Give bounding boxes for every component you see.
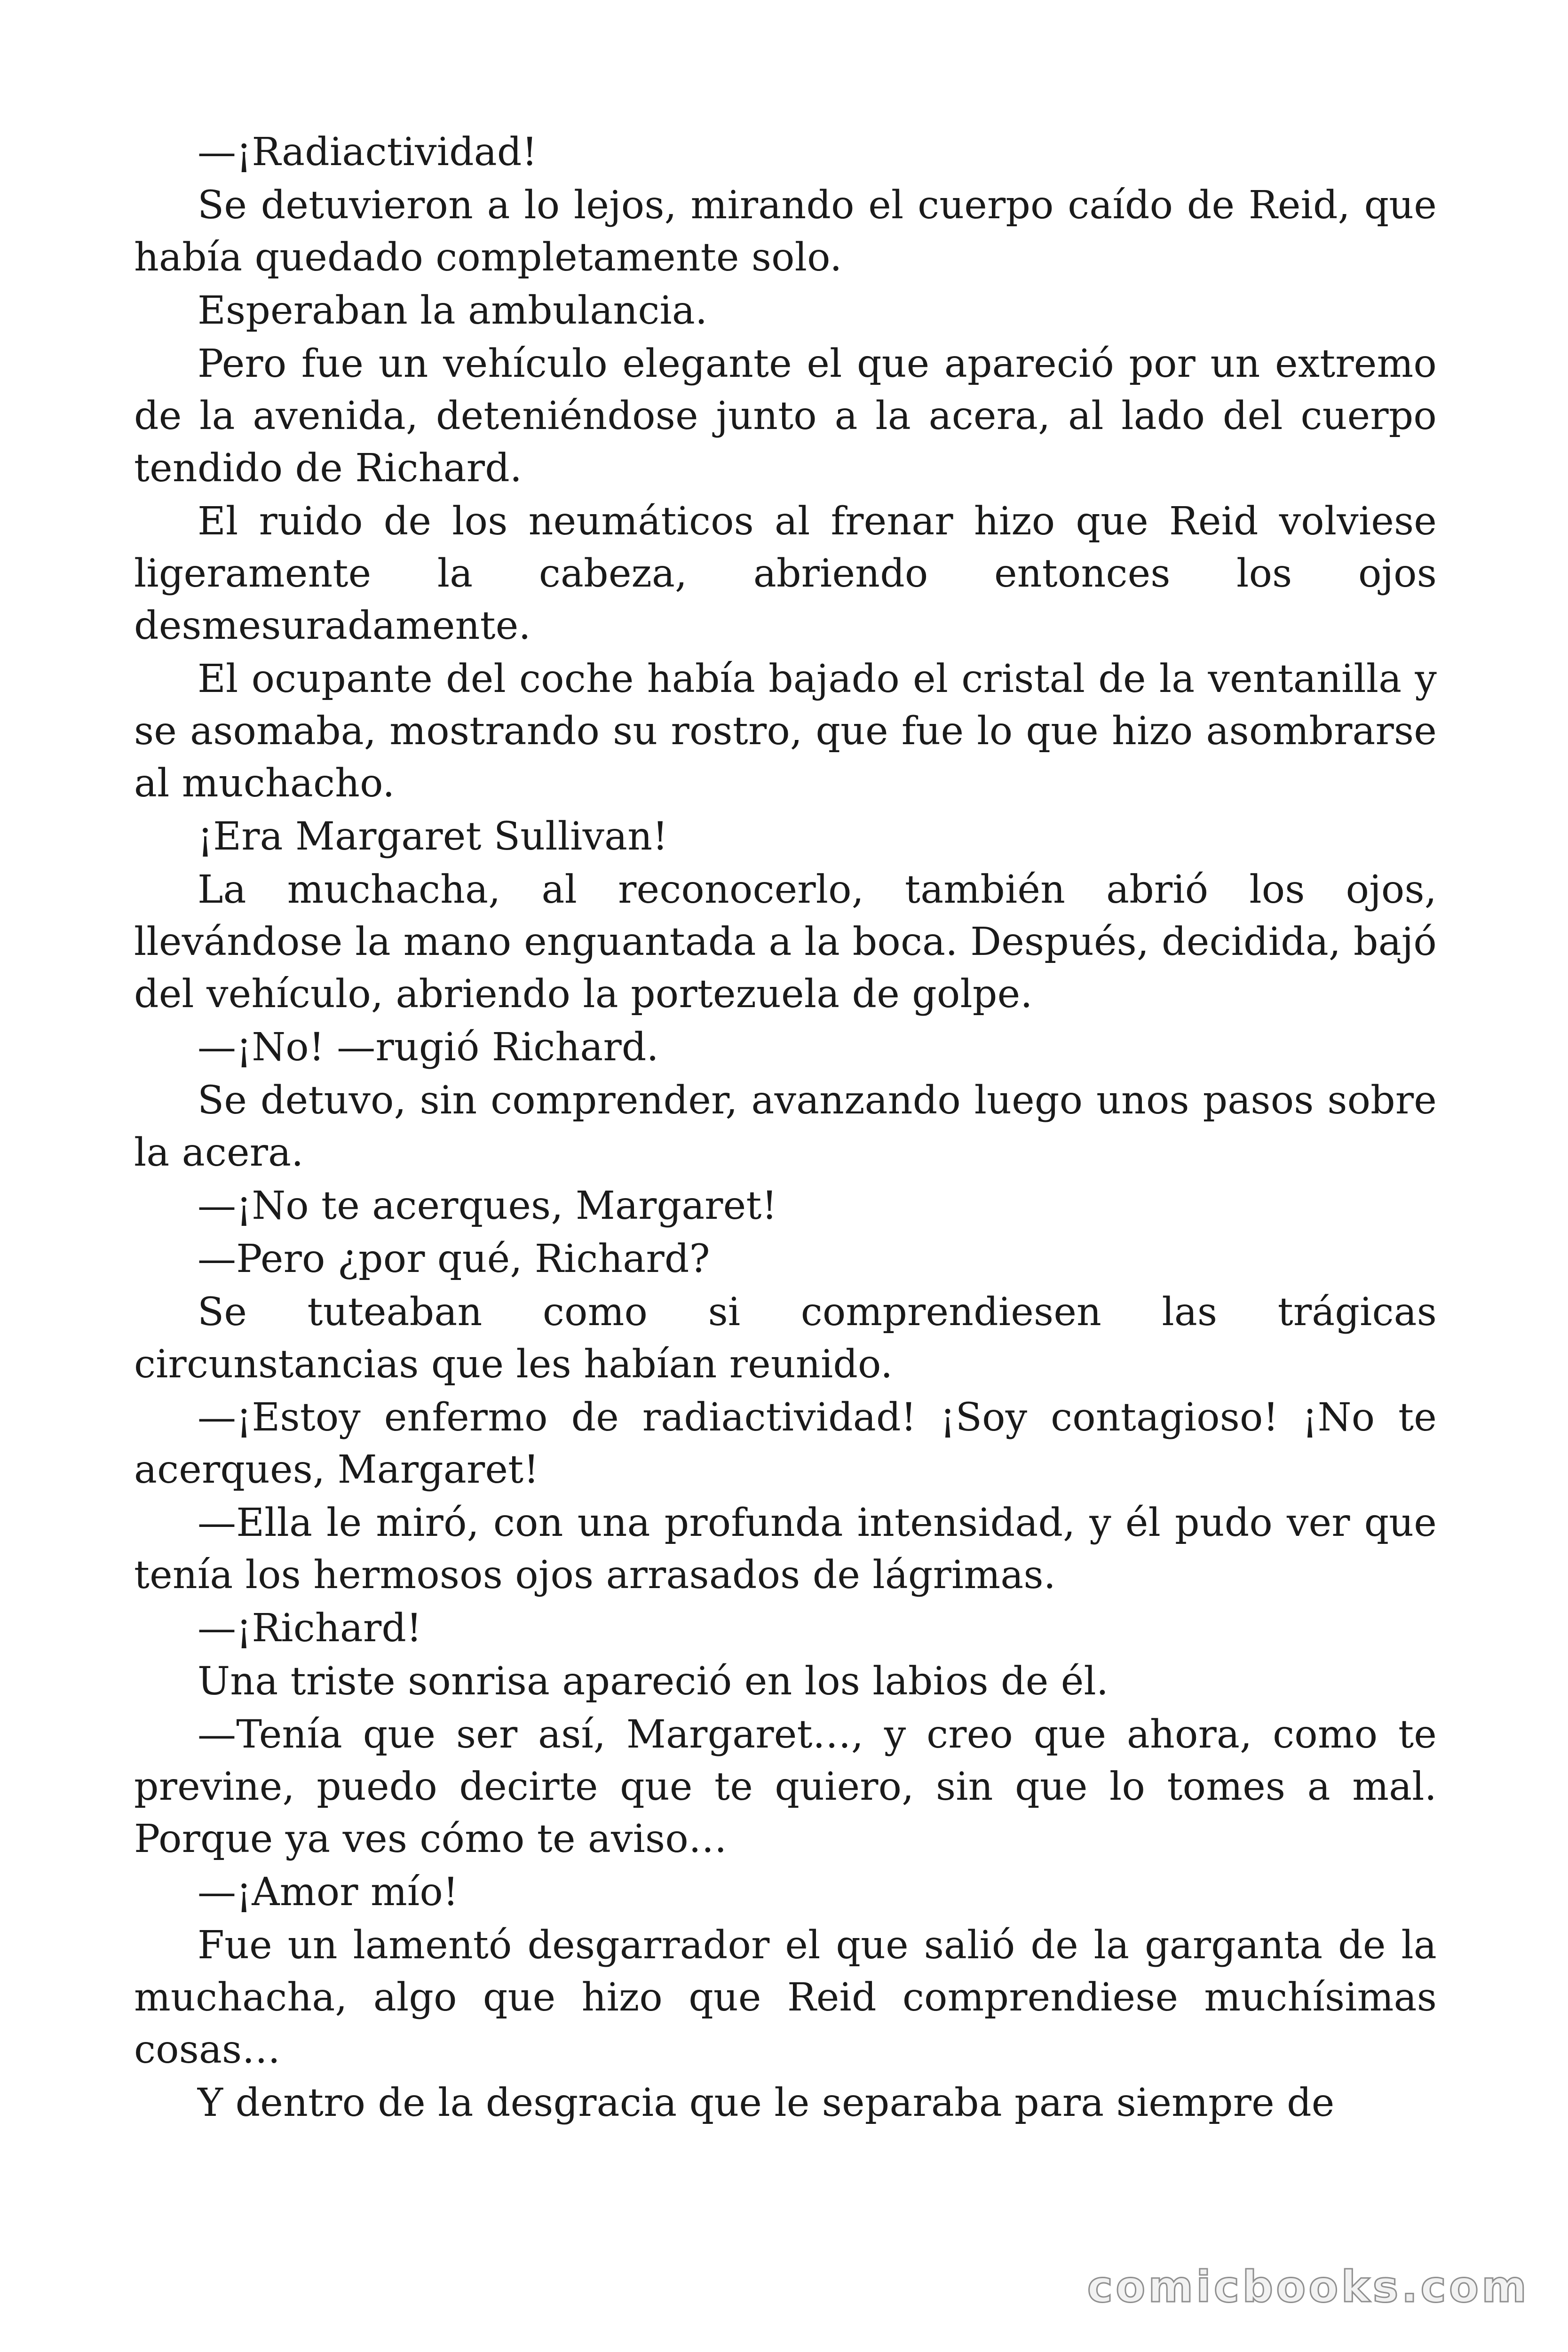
paragraph-1: —¡Radiactividad!: [198, 130, 538, 175]
paragraph-21: Y dentro de la desgracia que le separaba para siempre de: [198, 2081, 1335, 2125]
paragraph-5: El ruido de los neumáticos al frenar hizo que Reid volviese ligeramente la cabeza, abriendo entonces los ojos desmesuradamente.: [134, 499, 1437, 648]
paragraph-3: Esperaban la ambulancia.: [198, 288, 708, 333]
paragraph-10: Se detuvo, sin comprender, avanzando luego unos pasos sobre la acera.: [134, 1078, 1437, 1175]
paragraph-2: Se detuvieron a lo lejos, mirando el cuerpo caído de Reid, que había quedado completamente solo.: [134, 183, 1437, 280]
paragraph-12: —Pero ¿por qué, Richard?: [198, 1237, 710, 1281]
watermark: comicbooks.com: [1087, 2262, 1529, 2312]
paragraph-13: Se tuteaban como si comprendiesen las trágicas circunstancias que les habían reunido.: [134, 1290, 1437, 1387]
paragraph-6: El ocupante del coche había bajado el cristal de la ventanilla y se asomaba, mostrando su rostro, que fue lo que hizo asombrarse al muchacho.: [134, 657, 1437, 806]
paragraph-4: Pero fue un vehículo elegante el que apareció por un extremo de la avenida, deteniéndose junto a la acera, al lado del cuerpo tendido de Richard.: [134, 342, 1437, 491]
paragraph-17: Una triste sonrisa apareció en los labios de él.: [198, 1659, 1109, 1704]
paragraph-19: —¡Amor mío!: [198, 1870, 459, 1915]
paragraph-20: Fue un lamentó desgarrador el que salió de la garganta de la muchacha, algo que hizo que Reid comprendiese muchísimas cosas…: [134, 1923, 1437, 2072]
paragraph-14: —¡Estoy enfermo de radiactividad! ¡Soy contagioso! ¡No te acerques, Margaret!: [134, 1395, 1437, 1492]
paragraph-16: —¡Richard!: [198, 1606, 422, 1651]
paragraph-11: —¡No te acerques, Margaret!: [198, 1184, 777, 1228]
paragraph-7: ¡Era Margaret Sullivan!: [198, 814, 668, 859]
paragraph-9: —¡No! —rugió Richard.: [198, 1025, 659, 1070]
body-text: [134, 126, 1437, 2130]
paragraph-18: —Tenía que ser así, Margaret…, y creo que ahora, como te previne, puedo decirte que te quiero, sin que lo tomes a mal. Porque ya ves cómo te aviso…: [134, 1712, 1437, 1861]
paragraph-15: —Ella le miró, con una profunda intensidad, y él pudo ver que tenía los hermosos ojos arrasados de lágrimas.: [134, 1501, 1437, 1597]
paragraph-8: La muchacha, al reconocerlo, también abrió los ojos, llevándose la mano enguantada a la boca. Después, decidida, bajó del vehículo, abriendo la portezuela de golpe.: [134, 867, 1437, 1017]
